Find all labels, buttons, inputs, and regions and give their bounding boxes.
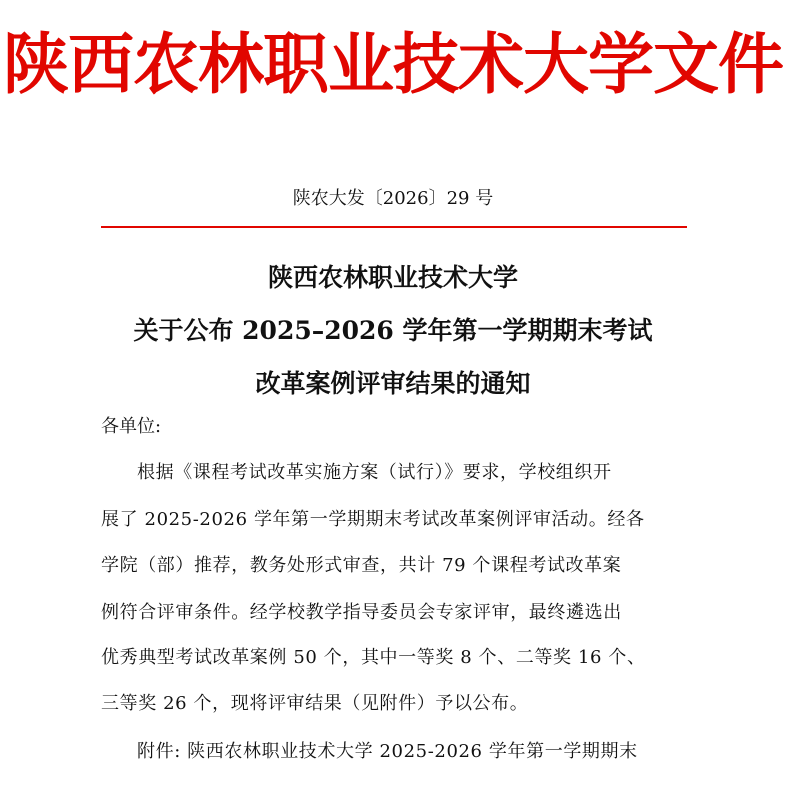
body-line-2: 展了 2025-2026 学年第一学期期末考试改革案例评审活动。经各	[101, 509, 645, 530]
document-number: 陕农大发〔2026〕29 号	[292, 188, 494, 209]
header-divider	[101, 226, 687, 228]
body-line-6: 三等奖 26 个，现将评审结果（见附件）予以公布。	[101, 693, 529, 714]
title-line-1: 陕西农林职业技术大学	[267, 263, 518, 292]
attachment-line: 附件: 陕西农林职业技术大学 2025-2026 学年第一学期期末	[137, 741, 638, 762]
body-line-3: 学院（部）推荐，教务处形式审查，共计 79 个课程考试改革案	[101, 555, 622, 576]
title-line-2: 关于公布 2025–2026 学年第一学期期末考试	[133, 316, 653, 345]
body-line-1: 根据《课程考试改革实施方案（试行）》要求，学校组织开	[137, 462, 612, 483]
body-line-5: 优秀典型考试改革案例 50 个，其中一等奖 8 个、二等奖 16 个、	[101, 647, 646, 668]
document-masthead: 陕西农林职业技术大学文件	[3, 25, 783, 103]
salutation: 各单位:	[101, 416, 162, 437]
body-line-4: 例符合评审条件。经学校教学指导委员会专家评审，最终遴选出	[101, 602, 622, 623]
title-line-3: 改革案例评审结果的通知	[255, 369, 531, 398]
